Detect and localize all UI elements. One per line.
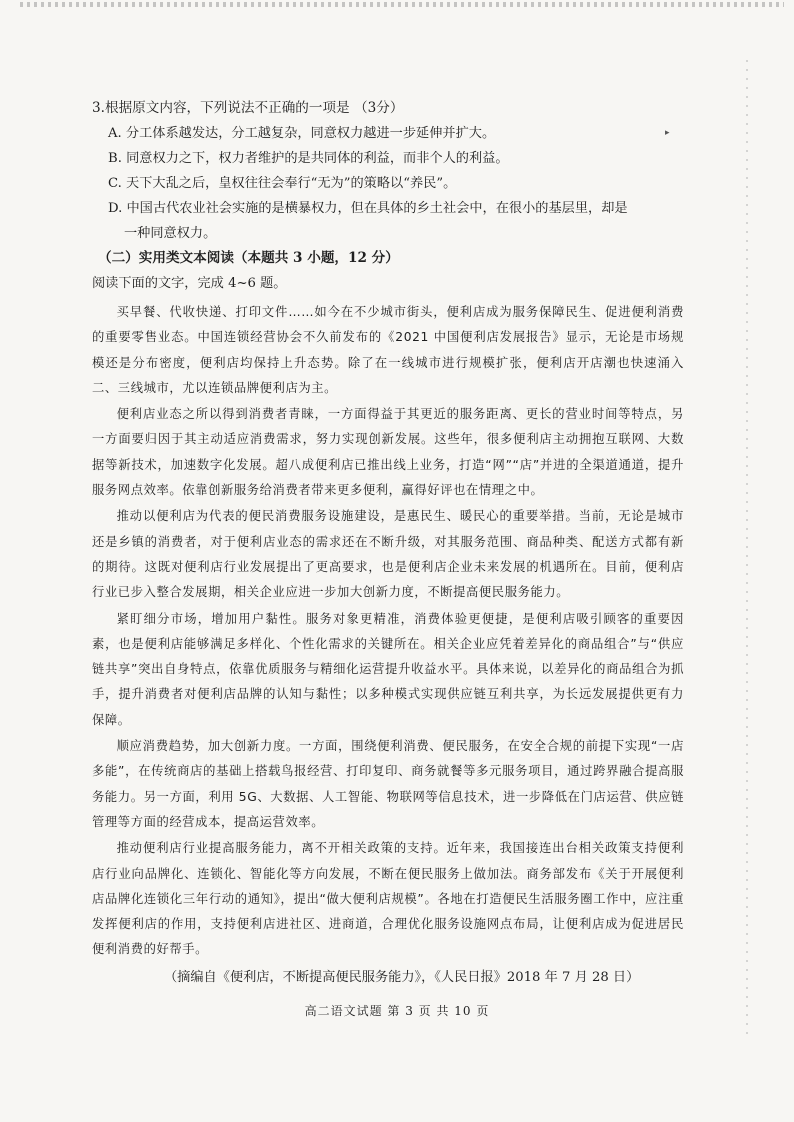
- question-3-option-b: B. 同意权力之下，权力者维护的是共同体的利益，而非个人的利益。: [108, 151, 509, 166]
- question-3-option-d-continued: 一种同意权力。: [124, 226, 217, 241]
- article-paragraph: 推动以便利店为代表的便民消费服务设施建设，是惠民生、暖民心的重要举措。当前，无论是城市还是乡镇的消费者，对于便利店业态的需求还在不断升级，对其服务范围、商品种类、配送方式都有新的期待。这既对便利店行业发展提出了更高要求，也是便利店企业未来发展的机遇所在。目前，便利店行业已步入整合发展期，相关企业应进一步加大创新力度，不断提高便民服务能力。: [92, 509, 684, 600]
- article-paragraph: 便利店业态之所以得到消费者青睐，一方面得益于其更近的服务距离、更长的营业时间等特点，另一方面要归因于其主动适应消费需求，努力实现创新发展。这些年，很多便利店主动拥抱互联网、大数据等新技术，加速数字化发展。超八成便利店已推出线上业务，打造“网”“店”并进的全渠道通道，提升服务网点效率。依靠创新服务给消费者带来更多便利，赢得好评也在情理之中。: [92, 407, 684, 498]
- question-3-option-c: C. 天下大乱之后，皇权往往会奉行“无为”的策略以“养民”。: [108, 176, 457, 191]
- page-footer: 高二语文试题 第 3 页 共 10 页: [304, 1004, 490, 1018]
- question-3-stem: 3.根据原文内容，下列说法不正确的一项是 （3分）: [92, 100, 404, 116]
- article-body: [92, 300, 684, 963]
- margin-mark-icon: ▸: [665, 128, 670, 138]
- article-paragraph: 顺应消费趋势，加大创新力度。一方面，围绕便利消费、便民服务，在安全合规的前提下实现“一店多能”，在传统商店的基础上搭载鸟报经营、打印复印、商务就餐等多元服务项目，通过跨界融合提高服务能力。另一方面，利用 5G、大数据、人工智能、物联网等信息技术，进一步降低在门店运营、供应链管理等方面的经营成本，提高运营效率。: [92, 739, 684, 829]
- article-source: （摘编自《便利店，不断提高便民服务能力》，《人民日报》2018 年 7 月 28 日）: [164, 969, 640, 985]
- section-title: （二）实用类文本阅读（本题共 3 小题，12 分）: [98, 250, 399, 266]
- section-instruction: 阅读下面的文字，完成 4~6 题。: [92, 276, 287, 291]
- question-3-option-a: A. 分工体系越发达，分工越复杂，同意权力越进一步延伸并扩大。: [108, 126, 496, 141]
- scan-edge-top: [20, 2, 784, 7]
- article-paragraph: 推动便利店行业提高服务能力，离不开相关政策的支持。近年来，我国接连出台相关政策支持便利店行业向品牌化、连锁化、智能化等方向发展，不断在便民服务上做加法。商务部发布《关于开展便利店品牌化连锁化三年行动的通知》，提出“做大便利店规模”。各地在打造便民生活服务圈工作中，应注重发挥便利店的作用，支持便利店进社区、进商道，合理优化服务设施网点布局，让便利店成为促进居民便利消费的好帮手。: [92, 841, 684, 957]
- page-content: [92, 96, 684, 990]
- scan-edge-right: [746, 60, 748, 1040]
- question-3-option-d: D. 中国古代农业社会实施的是横暴权力，但在具体的乡土社会中，在很小的基层里，却是: [108, 201, 628, 216]
- article-paragraph: 紧盯细分市场，增加用户黏性。服务对象更精准，消费体验更便捷，是便利店吸引顾客的重要因素，也是便利店能够满足多样化、个性化需求的关键所在。相关企业应凭着差异化的商品组合”与“供应链共享”突出自身特点，依靠优质服务与精细化运营提升收益水平。具体来说，以差异化的商品组合为抓手，提升消费者对便利店品牌的认知与黏性；以多种模式实现供应链互利共享，为长远发展提供更有力保障。: [92, 611, 684, 727]
- article-paragraph: 买早餐、代收快递、打印文件……如今在不少城市街头，便利店成为服务保障民生、促进便利消费的重要零售业态。中国连锁经营协会不久前发布的《2021 中国便利店发展报告》显示，无论是市场规模还是分布密度，便利店均保持上升态势。除了在一线城市进行规模扩张，便利店开店潮也快速涌入二、三线城市，尤以连锁品牌便利店为主。: [92, 305, 684, 395]
